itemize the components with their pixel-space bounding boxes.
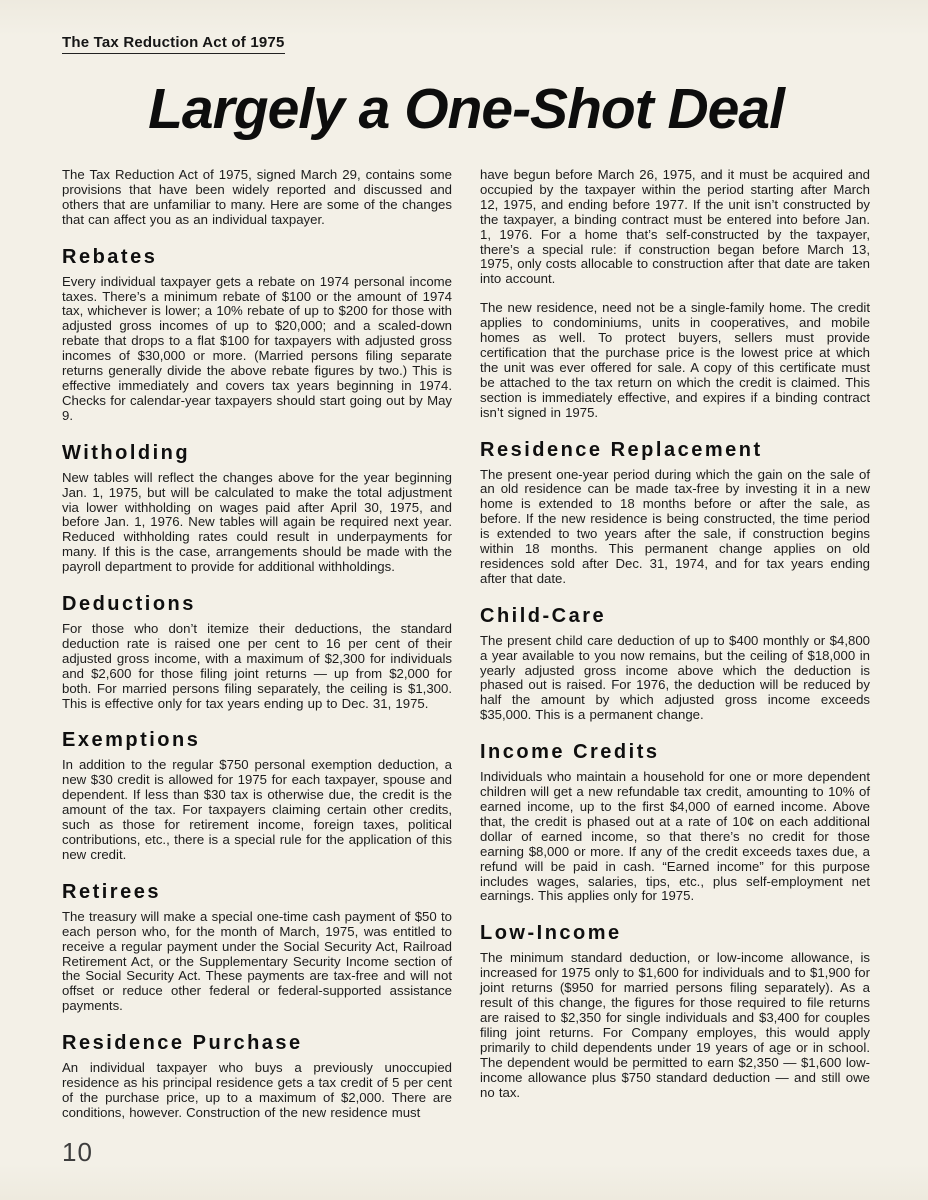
running-head: The Tax Reduction Act of 1975	[62, 34, 285, 54]
section-retirees	[62, 881, 452, 1014]
paragraph-residence-replacement: The present one-year period during which the gain on the sale of an old residence can be made tax-free by investing it in a new home is extended to 18 months before or after the sale, as before. If the new residence is being constructed, the time period is extended to two years after the sale, if construction begins within 18 months. This permanent change applies on old residences sold after Dec. 31, 1974, and for tax years ending after that date.	[480, 466, 870, 586]
paragraph-residence-purchase-cont-2: The new residence, need not be a single-family home. The credit applies to condominiums, units in cooperatives, and mobile homes as well. To protect buyers, sellers must provide certification that the purchase price is the lowest price at which the unit was ever offered for sale. A copy of this certificate must be attached to the tax return on which the credit is claimed. This section is immediately effective, and expires if a binding contract isn’t signed in 1975.	[480, 300, 870, 420]
section-child-care	[480, 605, 870, 723]
paragraph-low-income: The minimum standard deduction, or low-income allowance, is increased for 1975 only to $1,600 for individuals and to $1,900 for joint returns ($950 for married persons filing separately). As a result of this change, the figures for those required to file returns are raised to $2,350 for single individuals and $3,400 for couples filing joint returns. For Company employes, this would apply primarily to child dependents under 19 years of age or in school. The dependent would be permitted to earn $2,350 — $1,600 low-income allowance plus $750 standard deduction — and still owe no tax.	[480, 950, 870, 1100]
paragraph-income-credits: Individuals who maintain a household for one or more dependent children will get a new refundable tax credit, amounting to 10% of earned income, up to the first $4,000 of earned income. Above that, the credit is phased out at a rate of 10¢ on each additional dollar of earned income, so that there’s no credit for those earning $8,000 or more. If any of the credit exceeds taxes due, a refund will be paid in cash. “Earned income” for this purpose includes wages, salaries, tips, etc., plus self-employment net earnings. This applies only for 1975.	[480, 769, 870, 904]
heading-exemptions: Exemptions	[62, 729, 201, 752]
left-column	[62, 168, 452, 1121]
section-exemptions	[62, 729, 452, 862]
heading-deductions: Deductions	[62, 593, 196, 616]
paragraph-rebates: Every individual taxpayer gets a rebate on 1974 personal income taxes. There’s a minimum rebate of $100 or the amount of 1974 tax, whichever is lower; a 10% rebate of up to $200 for those with adjusted gross incomes of up to $20,000; and a scaled-down rebate that drops to a flat $100 for taxpayers with adjusted gross incomes of $30,000 or more. (Married persons filing separate returns generally divide the above rebate figures by two.) This is effective immediately and covers tax years beginning in 1974. Checks for calendar-year taxpayers should start going out by May 9.	[62, 273, 452, 423]
heading-low-income: Low-Income	[480, 922, 622, 945]
section-deductions	[62, 593, 452, 711]
right-column	[480, 168, 870, 1121]
intro-paragraph: The Tax Reduction Act of 1975, signed March 29, contains some provisions that have been widely reported and discussed and others that are unfamiliar to many. Here are some of the changes that can affect you as an individual taxpayer.	[62, 167, 452, 227]
section-residence-replacement	[480, 439, 870, 587]
paragraph-residence-purchase-cont-1: have begun before March 26, 1975, and it must be acquired and occupied by the taxpayer within the period starting after March 12, 1975, and ending before 1977. If the unit isn’t constructed by the taxpayer, a binding contract must be entered into before Jan. 1, 1976. For a home that’s self-constructed by the taxpayer, there’s a special rule: if construction began before March 13, 1975, only costs allocable to construction after that date are taken into account.	[480, 167, 870, 287]
paragraph-deductions: For those who don’t itemize their deductions, the standard deduction rate is raised one per cent to 16 per cent of their adjusted gross income, with a maximum of $2,300 for individuals and $2,600 for those filing joint returns — up from $2,000 for both. For married persons filing separately, the ceiling is $1,300. This is effective only for tax years ending up to Dec. 31, 1975.	[62, 621, 452, 711]
heading-residence-replacement: Residence Replacement	[480, 438, 763, 461]
paragraph-child-care: The present child care deduction of up to $400 monthly or $4,800 a year available to you now remains, but the ceiling of $18,000 in yearly adjusted gross income above which the deduction is phased out is raised. For 1976, the deduction will be reduced by half the amount by which adjusted gross income exceeds $35,000. This is a permanent change.	[480, 632, 870, 723]
section-residence-purchase	[62, 1032, 452, 1121]
heading-retirees: Retirees	[62, 880, 161, 903]
paragraph-retirees: The treasury will make a special one-time cash payment of $50 to each person who, for the month of March, 1975, was entitled to receive a regular payment under the Social Security Act, Railroad Retirement Act, or the Supplementary Security Income section of the Social Security Act. These payments are tax-free and will not offset or reduce other federal or federal-supported assistance payments.	[62, 908, 452, 1014]
section-income-credits	[480, 741, 870, 904]
paragraph-exemptions: In addition to the regular $750 personal exemption deduction, a new $30 credit is allowed for 1975 for each taxpayer, spouse and dependent. If less than $30 tax is otherwise due, the credit is the amount of the tax. For taxpayers claiming certain other credits, such as those for retirement income, foreign taxes, political contributions, etc., there is a special rule for the application of this new credit.	[62, 757, 452, 862]
section-residence-purchase-continued	[480, 168, 870, 421]
heading-residence-purchase: Residence Purchase	[62, 1032, 303, 1055]
two-column-layout	[62, 168, 870, 1121]
section-low-income	[480, 922, 870, 1100]
page-title: Largely a One-Shot Deal	[148, 77, 784, 141]
section-rebates	[62, 246, 452, 424]
heading-child-care: Child-Care	[480, 604, 607, 627]
heading-rebates: Rebates	[62, 245, 158, 268]
heading-income-credits: Income Credits	[480, 741, 660, 764]
page-number: 10	[62, 1137, 93, 1167]
heading-witholding: Witholding	[62, 441, 191, 464]
paragraph-witholding: New tables will reflect the changes above for the year beginning Jan. 1, 1975, but will be calculated to make the total adjustment via lower withholding on wages paid after April 30, 1975, and before Jan. 1, 1976. New tables will again be required next year. Reduced withholding rates could result in underpayments for many. If this is the case, arrangements should be made with the payroll department to provide for additional withholdings.	[62, 469, 452, 575]
section-witholding	[62, 442, 452, 575]
paragraph-residence-purchase: An individual taxpayer who buys a previously unoccupied residence as his principal residence gets a tax credit of 5 per cent of the purchase price, up to a maximum of $2,000. There are conditions, however. Construction of the new residence must	[62, 1060, 452, 1120]
